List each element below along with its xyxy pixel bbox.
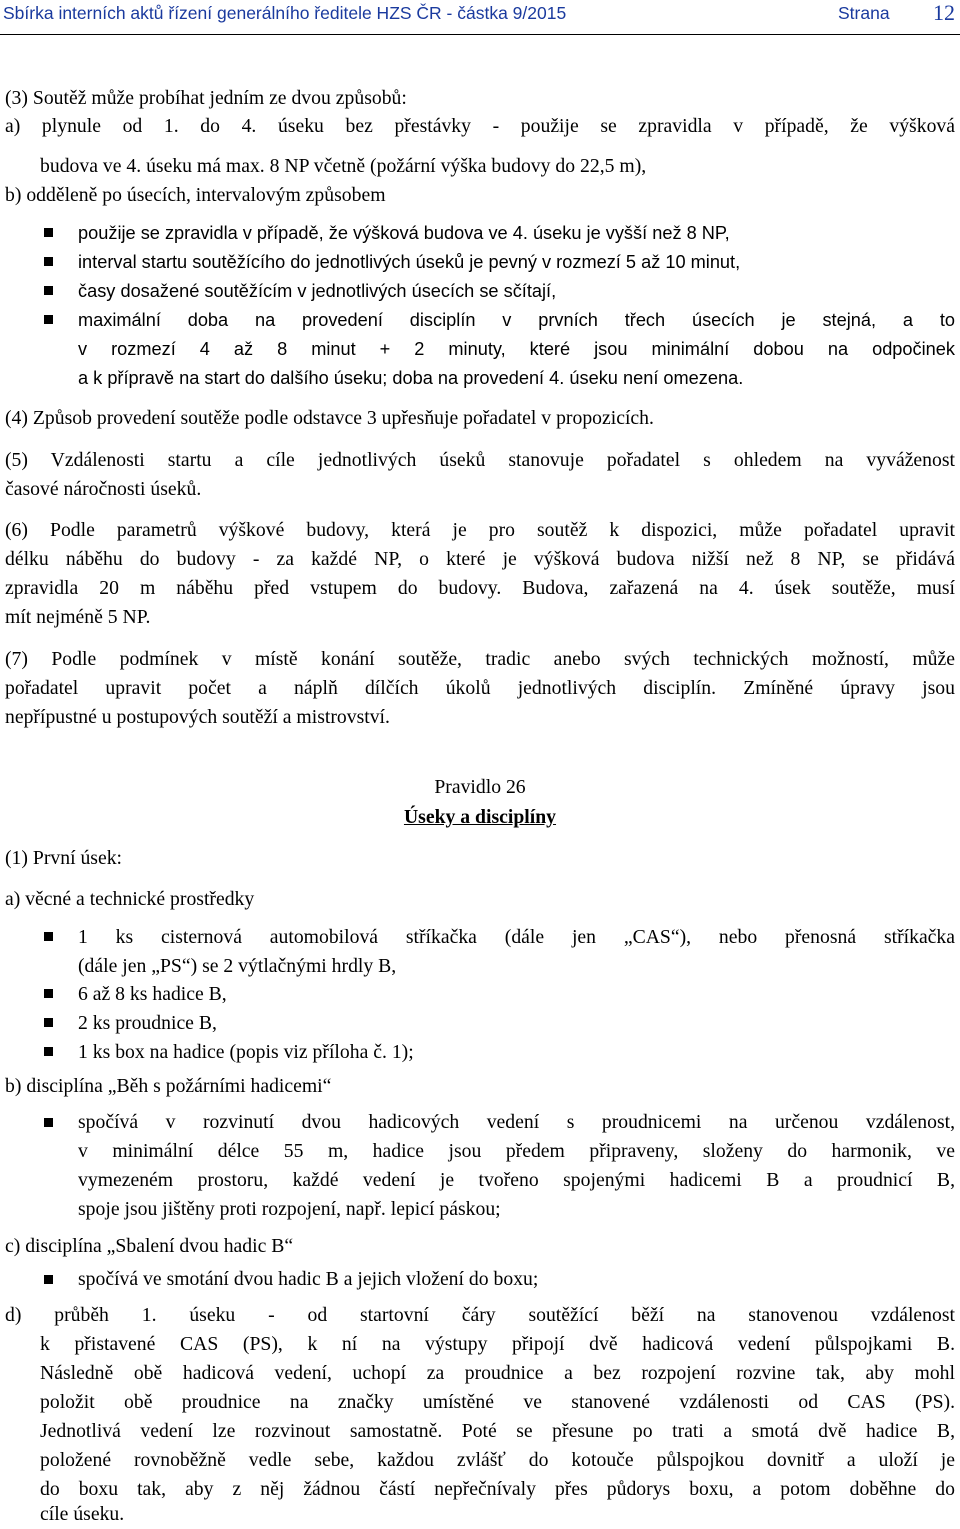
bullet-text: 2 ks proudnice B, [78, 1012, 217, 1034]
bullet-text: 6 až 8 ks hadice B, [78, 983, 227, 1005]
page-number: 12 [933, 0, 955, 25]
header-title: Sbírka interních aktů řízení generálního ředitele HZS ČR - částka 9/2015 [3, 3, 567, 23]
list-item-d-cont: Jednotlivá vedení lze rozvinout samostatně. Poté se přesune po trati a smotá dvě hadice B, [40, 1420, 955, 1442]
bullet-icon [44, 932, 53, 941]
paragraph-4: (4) Způsob provedení soutěže podle odstavce 3 upřesňuje pořadatel v propozicích. [5, 407, 654, 429]
list-item-b: b) odděleně po úsecích, intervalovým způsobem [5, 184, 386, 206]
bullet-text: časy dosažené soutěžícím v jednotlivých úsecích se sčítají, [78, 281, 557, 301]
bullet-text: interval startu soutěžícího do jednotlivých úseků je pevný v rozmezí 5 až 10 minut, [78, 252, 741, 272]
bullet-text: spočívá ve smotání dvou hadic B a jejich vložení do boxu; [78, 1268, 539, 1290]
rule-title [0, 803, 960, 832]
list-item-a: a) věcné a technické prostředky [5, 888, 255, 910]
header-strana-label: Strana [838, 3, 890, 23]
list-item-d-cont: položené rovnoběžně vedle sebe, každou zvlášť do kotouče půlspojkou dovnitř a uloží je [40, 1449, 955, 1471]
bullet-icon [44, 315, 53, 324]
paragraph-7-cont: nepřípustné u postupových soutěží a mistrovství. [5, 706, 390, 728]
paragraph-6-cont: zpravidla 20 m náběhu před vstupem do budovy. Budova, zařazená na 4. úsek soutěže, musí [5, 577, 955, 599]
paragraph-7-cont: pořadatel upravit počet a náplň dílčích úkolů jednotlivých disciplín. Zmíněné úpravy jsou [5, 677, 955, 699]
list-item-a: a) plynule od 1. do 4. úseku bez přestávky - použije se zpravidla v případě, že výšková [5, 115, 955, 137]
paragraph-6: (6) Podle parametrů výškové budovy, která je pro soutěž k dispozici, může pořadatel upravit [5, 519, 955, 541]
bullet-text: 1 ks cisternová automobilová stříkačka (dále jen „CAS“), nebo přenosná stříkačka [78, 926, 955, 948]
bullet-text-cont: vymezeném prostoru, každé vedení je tvořeno spojenými hadicemi B a proudnicí B, [78, 1169, 955, 1191]
list-item-d-cont: položit obě proudnice na značky umístěné ve stanovené vzdálenosti od CAS (PS). [40, 1391, 955, 1413]
list-item-c: c) disciplína „Sbalení dvou hadic B“ [5, 1235, 294, 1257]
paragraph-6-cont: délku náběhu do budovy - za každé NP, o které je výšková budova nižší než 8 NP, se přidává [5, 548, 955, 570]
bullet-icon [44, 1118, 53, 1127]
bullet-text: použije se zpravidla v případě, že výšková budova ve 4. úseku je vyšší než 8 NP, [78, 223, 730, 243]
paragraph-7: (7) Podle podmínek v místě konání soutěže, tradic anebo svých technických možností, může [5, 648, 955, 670]
bullet-icon [44, 1047, 53, 1056]
list-item-d: d) průběh 1. úseku - od startovní čáry soutěžící běží na stanovenou vzdálenost [5, 1304, 955, 1326]
bullet-text-cont: v minimální délce 55 m, hadice jsou předem připraveny, složeny do harmonik, ve [78, 1140, 955, 1162]
bullet-icon [44, 228, 53, 237]
bullet-icon [44, 989, 53, 998]
bullet-text-cont: a k přípravě na start do dalšího úseku; doba na provedení 4. úseku není omezena. [78, 368, 744, 388]
paragraph-5-cont: časové náročnosti úseků. [5, 478, 202, 500]
bullet-icon [44, 257, 53, 266]
rule-title-text: Úseky a disciplíny [403, 806, 557, 828]
bullet-text: maximální doba na provedení disciplín v prvních třech úsecích je stejná, a to [78, 310, 955, 330]
bullet-text-cont: (dále jen „PS“) se 2 výtlačnými hrdly B, [78, 955, 397, 977]
paragraph-3-heading: (3) Soutěž může probíhat jedním ze dvou způsobů: [5, 87, 407, 109]
page-header [0, 0, 960, 35]
list-item-a-cont: budova ve 4. úseku má max. 8 NP včetně (požární výška budovy do 22,5 m), [40, 155, 647, 177]
list-item-d-cont: Následně obě hadicová vedení, uchopí za proudnice a bez rozpojení rozvine tak, aby mohl [40, 1362, 955, 1384]
list-item-d-cont: do boxu tak, aby z něj žádnou částí nepřečnívaly přes půdorys boxu, a potom doběhne do [40, 1478, 955, 1500]
section-1-heading: (1) První úsek: [5, 847, 123, 869]
rule-number: Pravidlo 26 [434, 776, 526, 798]
list-item-b: b) disciplína „Běh s požárními hadicemi“ [5, 1075, 332, 1097]
list-item-d-cont: k přistavené CAS (PS), k ní na výstupy připojí dvě hadicová vedení půlspojkami B. [40, 1333, 955, 1355]
list-item-d-cont: cíle úseku. [40, 1503, 125, 1525]
paragraph-6-cont: mít nejméně 5 NP. [5, 606, 151, 628]
paragraph-5: (5) Vzdálenosti startu a cíle jednotlivých úseků stanovuje pořadatel s ohledem na vyváženost [5, 449, 955, 471]
bullet-icon [44, 1018, 53, 1027]
bullet-text-cont: v rozmezí 4 až 8 minut + 2 minuty, které jsou minimální dobou na odpočinek [78, 339, 955, 359]
bullet-icon [44, 1275, 53, 1284]
bullet-text: 1 ks box na hadice (popis viz příloha č. 1); [78, 1041, 414, 1063]
bullet-text: spočívá v rozvinutí dvou hadicových vedení s proudnicemi na určenou vzdálenost, [78, 1111, 955, 1133]
bullet-icon [44, 286, 53, 295]
bullet-text-cont: spoje jsou jištěny proti rozpojení, např. lepicí páskou; [78, 1198, 501, 1220]
